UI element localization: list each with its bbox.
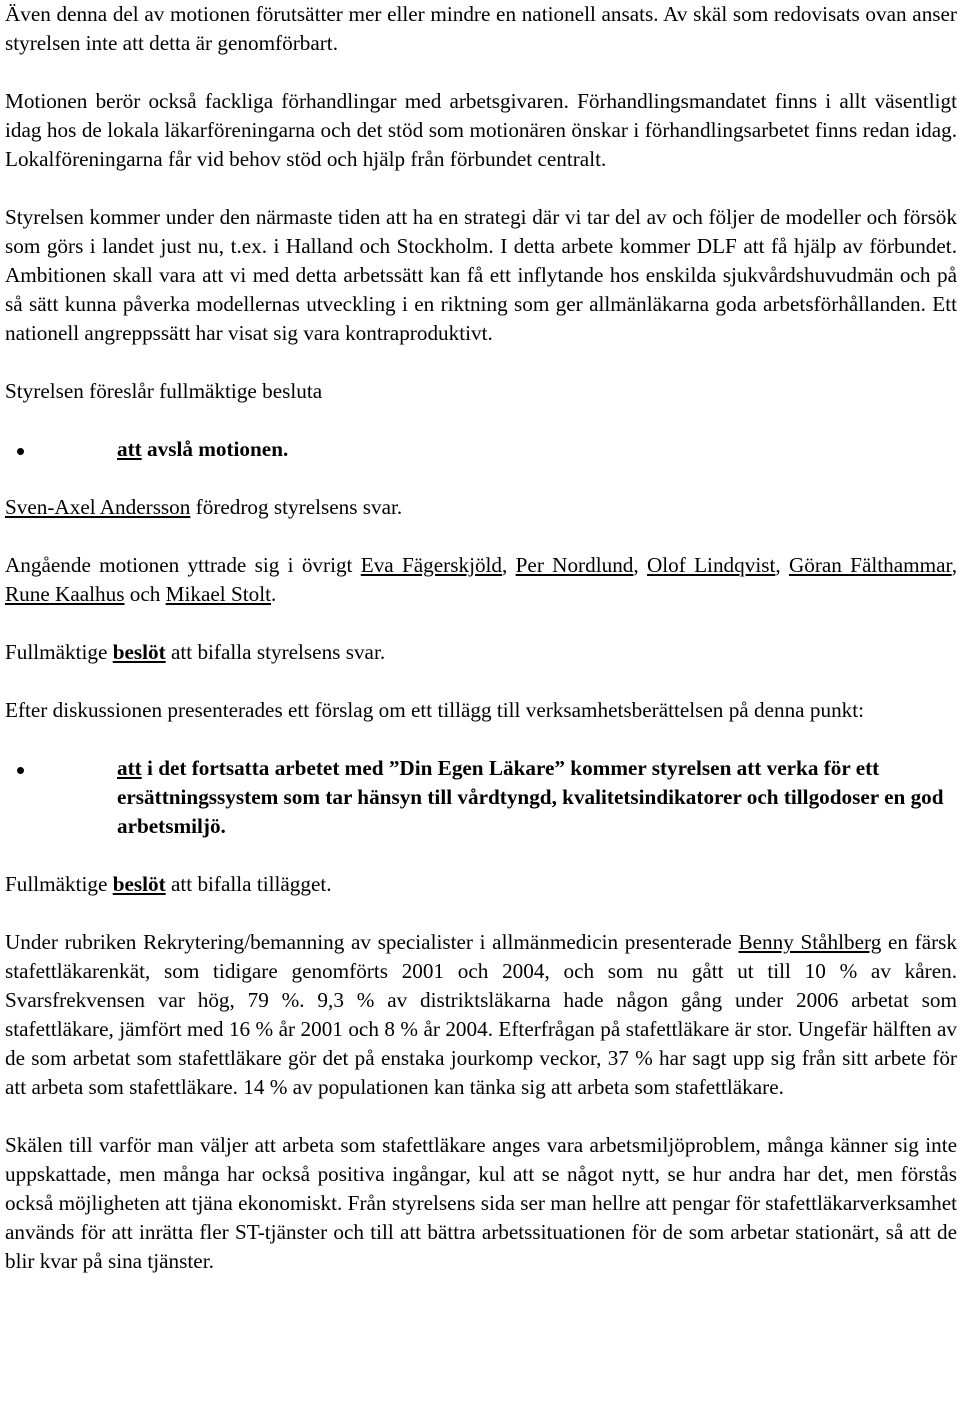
paragraph-negotiations: Motionen berör också fackliga förhandlingar med arbetsgivaren. Förhandlingsmandatet finns i allt väsentligt idag hos de lokala läkarföreningarna och det stöd som motionären önskar i förhandlingsarbetet finns redan idag. Lokalföreningarna får vid behov stöd och hjälp från förbundet centralt. — [5, 89, 957, 171]
speaker-name: Per Nordlund — [515, 553, 634, 577]
paragraph-speakers: Angående motionen yttrade sig i övrigt Eva Fägerskjöld, Per Nordlund, Olof Lindqvist, Göran Fälthammar, Rune Kaalhus och Mikael Stolt. — [5, 553, 958, 606]
presenter-name: Sven-Axel Andersson — [5, 495, 191, 519]
speaker-name: Eva Fägerskjöld — [360, 553, 503, 577]
paragraph-decision-1: Fullmäktige beslöt att bifalla styrelsens svar. — [5, 640, 386, 664]
paragraph-decision-2: Fullmäktige beslöt att bifalla tillägget. — [5, 872, 332, 896]
bullet-icon — [5, 754, 35, 783]
decision-bullet-addition — [5, 754, 957, 841]
paragraph-survey: Under rubriken Rekrytering/bemanning av specialister i allmänmedicin presenterade Benny Ståhlberg en färsk stafettläkarenkät, som tidigare genomförts 2001 och 2004, och som nu gått ut till 10 % av kåren. Svarsfrekvensen var hög, 79 %. 9,3 % av distriktsläkarna hade någon gång under 2006 arbetat som stafettläkare, jämfört med 16 % år 2001 och 8 % år 2004. Efterfrågan på stafettläkare är stor. Ungefär hälften av de som arbetat som stafettläkare gör det på enstaka jourkomp veckor, 37 % har sagt upp sig från sitt arbete för att arbeta som stafettläkare. 14 % av populationen kan tänka sig att arbeta som stafettläkare. — [5, 930, 957, 1099]
paragraph-national-approach: Även denna del av motionen förutsätter mer eller mindre en nationell ansats. Av skäl som redovisats ovan anser styrelsen inte att detta är genomförbart. — [5, 2, 957, 55]
paragraph-addition-proposal: Efter diskussionen presenterades ett förslag om ett tillägg till verksamhetsberättelsen på denna punkt: — [5, 698, 865, 722]
bullet-att: att — [117, 756, 142, 780]
paragraph-board-proposal: Styrelsen föreslår fullmäktige besluta — [5, 379, 323, 403]
bullet-icon — [5, 435, 35, 464]
bullet-text: i det fortsatta arbetet med ”Din Egen Läkare” kommer styrelsen att verka för ett ersättningssystem som tar hänsyn till vårdtyngd, kvalitetsindikatorer och tillgodoser en god arbetsmiljö. — [117, 756, 944, 838]
paragraph-presenter: Sven-Axel Andersson föredrog styrelsens svar. — [5, 495, 403, 519]
presenter-name: Benny Ståhlberg — [738, 930, 882, 954]
speaker-name: Olof Lindqvist — [646, 553, 776, 577]
bullet-att: att — [117, 437, 142, 461]
speaker-name: Rune Kaalhus — [5, 582, 125, 606]
paragraph-reasons: Skälen till varför man väljer att arbeta som stafettläkare anges vara arbetsmiljöproblem, många känner sig inte uppskattade, men många har också positiva ingångar, kul att se något nytt, se hur andra har det, men förstås också möjligheten att tjäna ekonomiskt. Från styrelsens sida ser man hellre att pengar för stafettläkarverksamhet används för att inrätta fler ST-tjänster och till att bättra arbetssituationen för de som arbetar stationärt, så att de blir kvar på sina tjänster. — [5, 1133, 957, 1273]
paragraph-strategy: Styrelsen kommer under den närmaste tiden att ha en strategi där vi tar del av och följer de modeller och försök som görs i landet just nu, t.ex. i Halland och Stockholm. I detta arbete kommer DLF att få hjälp av förbundet. Ambitionen skall vara att vi med detta arbetssätt kan få ett inflytande hos enskilda sjukvårdshuvudmän och på så sätt kunna påverka modellernas utveckling i en riktning som ger allmänläkarna goda arbetsförhållanden. Ett nationell angreppssätt har visat sig vara kontraproduktivt. — [5, 205, 957, 345]
decision-verb: beslöt — [112, 872, 166, 896]
decision-bullet-reject — [5, 435, 957, 464]
document-page — [5, 0, 957, 1276]
bullet-text: avslå motionen. — [141, 437, 289, 461]
decision-verb: beslöt — [112, 640, 166, 664]
speaker-name: Mikael Stolt — [165, 582, 271, 606]
speaker-name: Göran Fälthammar — [788, 553, 952, 577]
